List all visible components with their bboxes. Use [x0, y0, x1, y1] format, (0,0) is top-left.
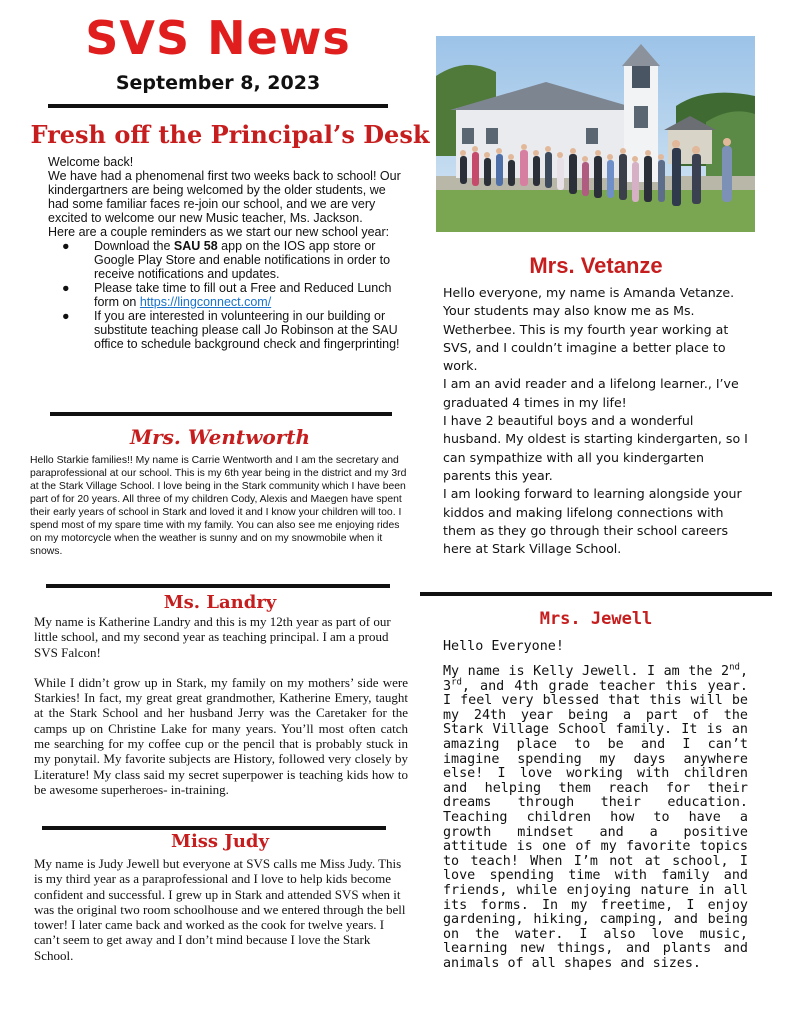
bullet-icon: ●: [62, 281, 70, 295]
landry-heading: Ms. Landry: [163, 592, 277, 613]
judy-body: My name is Judy Jewell but everyone at SVS calls me Miss Judy. This is my third year as a paraprofessional and I love to help kids become confident and successful. I grew up in Stark and attended SVS when it was the original two room schoolhouse and we entered through the bell tower! I later came back and worked as the cook for twelve years. I can’t seem to get away and I don’t mind because I love the Stark School.: [34, 856, 406, 963]
principal-welcome: Welcome back!: [48, 155, 134, 169]
jewell-body: My name is Kelly Jewell. I am the 2nd, 3rd, and 4th grade teacher this year. I feel very blessed that this will be my 24th year being a part of the Stark Village School family. It is an amazing place to be and I can’t imagine spending my days anywhere else! I love working with children and helping them reach for their dreams through their education. Teaching children how to have a growth mindset and a positive attitude is one of my favorite topics to teach! When I’m not at school, I love spending time with family and friends, while enjoying nature in all its forms. In my freetime, I enjoy gardening, hiking, camping, and being on the water. I also love music, learning new things, and plants and animals of all shapes and sizes.: [443, 662, 748, 971]
vetanze-divider: [420, 592, 772, 596]
principal-heading: Fresh off the Principal’s Desk: [30, 120, 430, 149]
vetanze-paragraph-2: I am an avid reader and a lifelong learner., I’ve graduated 4 times in my life!: [443, 376, 739, 410]
header-divider: [48, 104, 388, 108]
landry-paragraph-2: While I didn’t grow up in Stark, my family on my mothers’ side were Starkies! In fact, my great great grandmother, Katherine Emery, taught at the Stark School and her husband Jerry was the Caretaker for the camps up on Christine Lake for many years. You’ll most often catch me searching for my coffee cup or the pencil that is probably stuck in my ponytail. My favorite subjects are History, followed very closely by Literature! My class said my secret superpower is teaching kids how to be awesome superheroes- in-training.: [34, 674, 408, 797]
reminder-item-app: ● Download the SAU 58 app on the IOS app store or Google Play Store and enable notifications in order to receive notifications and updates.: [62, 239, 391, 281]
bullet-icon: ●: [62, 239, 70, 253]
jewell-heading: Mrs. Jewell: [539, 609, 653, 629]
newsletter-date: September 8, 2023: [115, 72, 321, 94]
vetanze-paragraph-4: I am looking forward to learning alongside your kiddos and making lifelong connections with them as they go through their school careers here at Stark Village School.: [443, 486, 742, 557]
principal-body: [48, 155, 410, 351]
wentworth-divider: [46, 584, 390, 588]
principal-divider: [50, 412, 392, 416]
landry-spacer: [34, 660, 408, 675]
lunch-form-link[interactable]: https://lingconnect.com/: [139, 295, 272, 309]
bullet-icon: ●: [62, 309, 70, 323]
newsletter-title: SVS News: [85, 11, 351, 65]
reminder-list: [48, 239, 410, 351]
school-group-photo: [436, 36, 755, 232]
landry-body: [34, 614, 408, 797]
vetanze-body: [443, 284, 755, 558]
principal-intro: We have had a phenomenal first two weeks back to school! Our kindergartners are being welcomed by the older students, we had some familiar faces re-join our school, and we are very excited to welcome our new Music teacher, Ms. Jackson.: [48, 169, 401, 225]
landry-divider: [42, 826, 386, 830]
principal-reminders-intro: Here are a couple reminders as we start our new school year:: [48, 225, 390, 239]
vetanze-paragraph-1: Hello everyone, my name is Amanda Vetanze. Your students may also know me as Ms. Wetherbee. This is my fourth year working at SVS, and I couldn’t imagine a better place to work.: [443, 285, 735, 374]
reminder-item-lunch-form: ● Please take time to fill out a Free and Reduced Lunch form on https://lingconnect.com/: [62, 281, 392, 309]
landry-paragraph-1: My name is Katherine Landry and this is my 12th year as part of our little school, and my second year as teaching principal. I am a proud SVS Falcon!: [34, 614, 391, 660]
judy-heading: Miss Judy: [171, 831, 269, 852]
vetanze-heading: Mrs. Vetanze: [529, 253, 663, 278]
sau-58-bold: SAU 58: [173, 239, 218, 253]
vetanze-paragraph-3: I have 2 beautiful boys and a wonderful husband. My oldest is starting kindergarten, so I can sympathize with all you kindergarten parents this year.: [443, 413, 748, 483]
jewell-greeting: Hello Everyone!: [443, 639, 564, 654]
wentworth-body: Hello Starkie families!! My name is Carrie Wentworth and I am the secretary and paraprofessional at our school. This is my 6th year being in the district and my 3rd at the Stark Village School. I love being in the Stark community which I have been part of for 20 years. All three of my children Cody, Alexis and Maegen have spent their early years of school in Stark and loved it and I know your children will too. I spend most of my spare time with my family. You can also see me enjoying rides on my motorcycle when the weather is sunny and on my snowmobile when it snows.: [30, 455, 407, 557]
reminder-item-volunteer: ● If you are interested in volunteering in our building or substitute teaching please call Jo Robinson at the SAU office to schedule background check and fingerprinting!: [62, 309, 400, 351]
wentworth-heading: Mrs. Wentworth: [129, 425, 311, 449]
